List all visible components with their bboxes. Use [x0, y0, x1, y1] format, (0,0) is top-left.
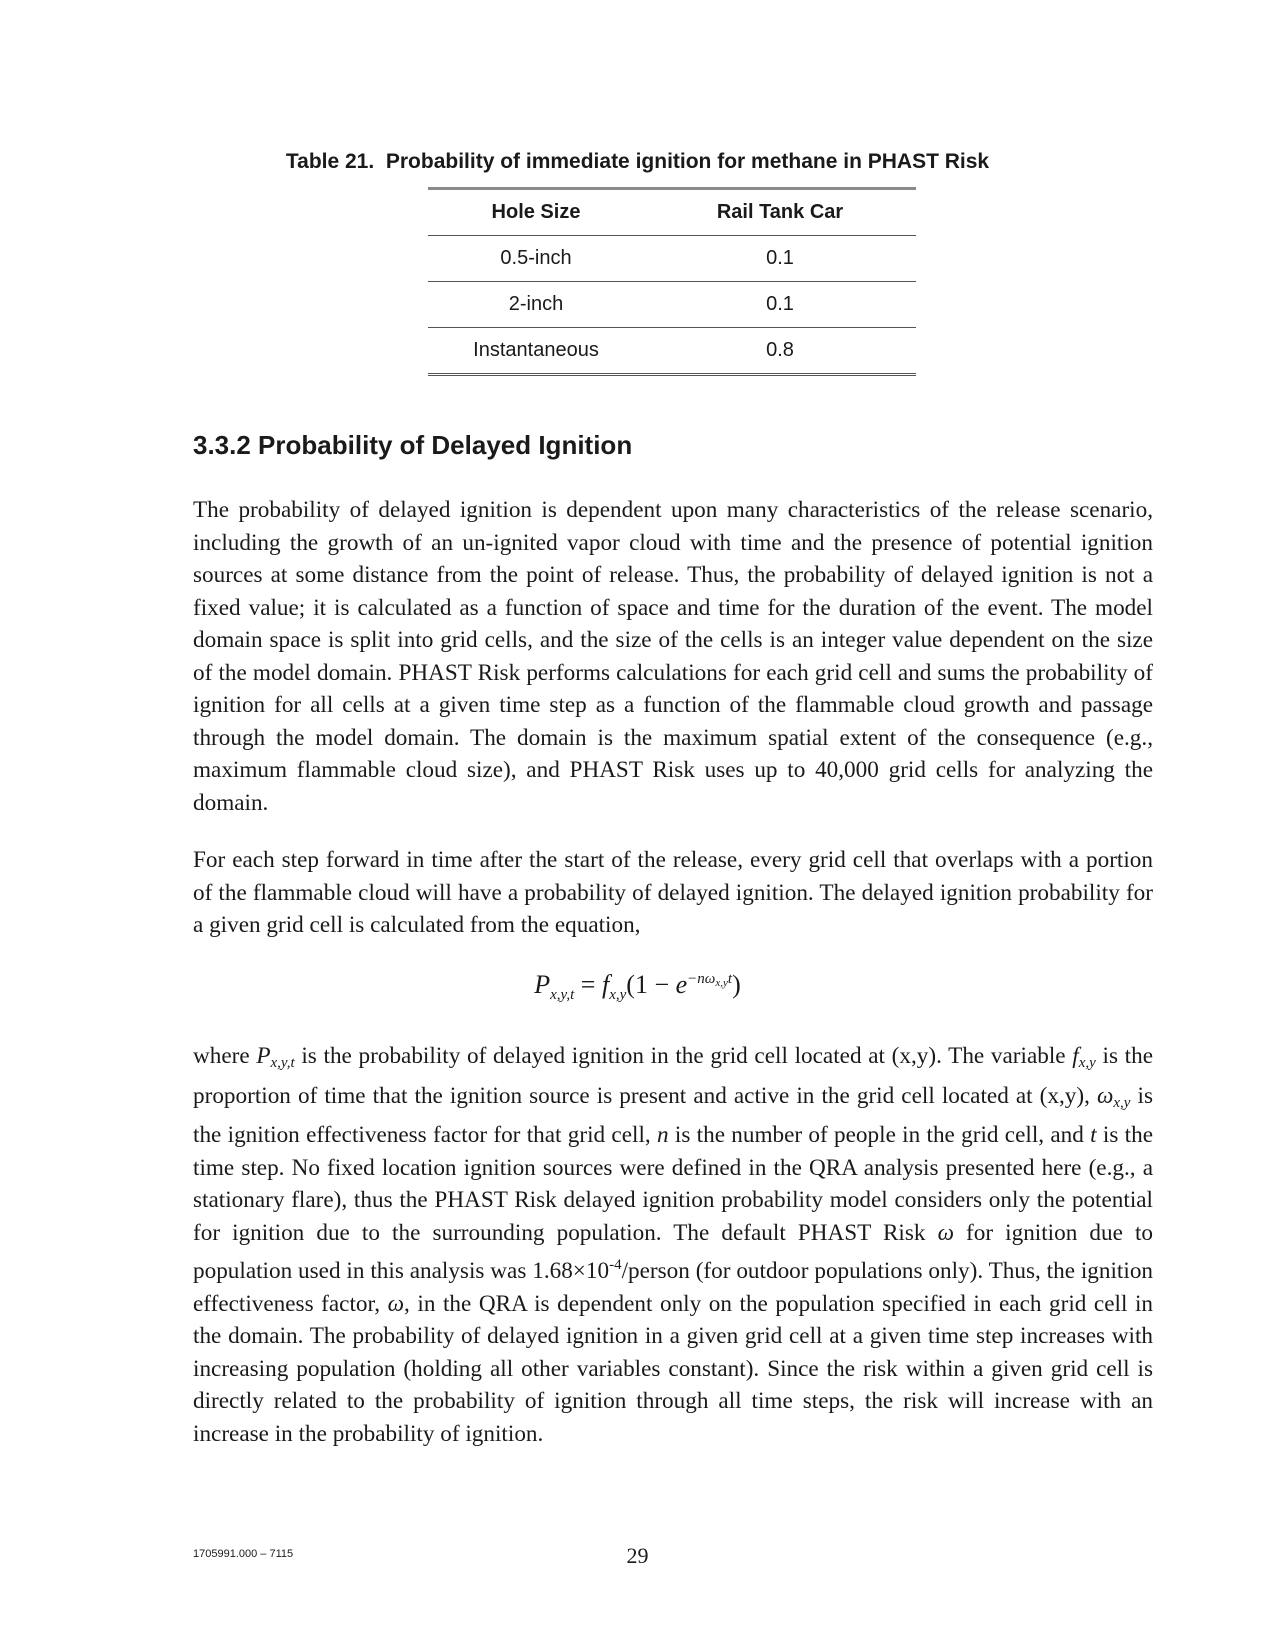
table-cell: 0.1 [644, 282, 916, 328]
section-heading: 3.3.2 Probability of Delayed Ignition [193, 430, 633, 460]
text-run: is the number of people in the grid cell, and [668, 1122, 1091, 1148]
text-run: is the ignition effectiveness factor for that grid cell, [193, 1082, 1154, 1148]
table-cell: 0.1 [644, 236, 916, 282]
var-n: n [657, 1122, 669, 1148]
paragraph-equation-variables [193, 1040, 1153, 1450]
text-run: is the time step. No fixed location ignition sources were defined in the QRA analysis presented here (e.g., a stationary flare), thus the PHAST Risk delayed ignition probability model considers only the potential for ignition due to the surrounding population. The default PHAST Risk [193, 1122, 1153, 1246]
paragraph-delayed-ignition-intro: The probability of delayed ignition is dependent upon many characteristics of the release scenario, including the growth of an un-ignited vapor cloud with time and the presence of potential ignition sources at some distance from the point of release. Thus, the probability of delayed ignition is not a fixed value; it is calculated as a function of space and time for the duration of the event. The model domain space is split into grid cells, and the size of the cells is an integer value dependent on the size of the model domain. PHAST Risk performs calculations for each grid cell and sums the probability of ignition for all cells at a given time step as a function of the flammable cloud growth and passage through the model domain. The domain is the maximum spatial extent of the consequence (e.g., maximum flammable cloud size), and PHAST Risk uses up to 40,000 grid cells for analyzing the domain. [193, 497, 1153, 816]
var-f: f [1072, 1043, 1079, 1069]
text-run: for ignition due to population used in this analysis was 1.68×10 [193, 1219, 1153, 1284]
eq-close: ) [732, 970, 741, 999]
var-subscript: x,y [1113, 1094, 1131, 1111]
page-number: 29 [626, 1543, 649, 1568]
table-row [428, 328, 916, 375]
table-header-row [428, 189, 916, 236]
text-run: /person (for outdoor populations only). Thus, the ignition effectiveness factor, [193, 1258, 1154, 1317]
table-cell: 2-inch [428, 282, 644, 328]
text-run: , in the QRA is dependent only on the population specified in each grid cell in the domain. The probability of delayed ignition in a given grid cell at a given time step increases with increasing population (holding all other variables constant). Since the risk within a given grid cell is directly related to the probability of ignition through all time steps, the risk will increase with an increase in the probability of ignition. [193, 1290, 1153, 1447]
text-run: where [193, 1043, 257, 1069]
var-subscript: x,y,t [270, 1055, 295, 1071]
footer-document-id: 1705991.000 – 7115 [193, 1548, 294, 1560]
exponent-sign: - [609, 1257, 615, 1273]
text-run: is the probability of delayed ignition in the grid cell located at (x,y). The variable [294, 1043, 1073, 1069]
table-cell: Instantaneous [473, 339, 599, 361]
var-omega: ω [937, 1219, 954, 1246]
eq-exponent-text: −nω [687, 971, 716, 988]
eq-symbol-p: P [534, 970, 551, 999]
exponent-value: 4 [614, 1257, 622, 1273]
eq-subscript: x,y [609, 987, 627, 1004]
eq-open: (1 − [626, 970, 676, 999]
paragraph-grid-cell-probability: For each step forward in time after the start of the release, every grid cell that overlaps with a portion of the flammable cloud will have a probability of delayed ignition. The delayed ignition probability for a given grid cell is calculated from the equation, [193, 847, 1153, 938]
var-omega: ω [1097, 1082, 1114, 1109]
eq-exponent-subscript: x,y [715, 977, 728, 990]
eq-exponent [687, 971, 733, 990]
eq-symbol-e: e [675, 970, 688, 999]
var-omega: ω [387, 1290, 405, 1317]
table-row [428, 236, 916, 282]
var-subscript: x,y [1078, 1055, 1096, 1071]
eq-exponent-t: t [727, 971, 733, 988]
delayed-ignition-equation [0, 970, 1275, 1004]
table-caption: Table 21. Probability of immediate ignition for methane in PHAST Risk [285, 150, 990, 173]
var-p: P [256, 1043, 271, 1069]
column-header-hole-size: Hole Size [428, 189, 644, 236]
eq-symbol-f: f [601, 970, 610, 999]
table-cell: 0.8 [766, 339, 794, 361]
column-header-rail-tank-car: Rail Tank Car [644, 189, 916, 236]
text-run: is the proportion of time that the ignition source is present and active in the grid cell located at (x,y), [193, 1043, 1153, 1109]
ignition-probability-table [428, 187, 916, 376]
eq-equals: = [574, 970, 602, 999]
eq-subscript: x,y,t [550, 987, 575, 1004]
table-row [428, 282, 916, 328]
table-cell: 0.5-inch [428, 236, 644, 282]
var-t: t [1090, 1122, 1097, 1148]
